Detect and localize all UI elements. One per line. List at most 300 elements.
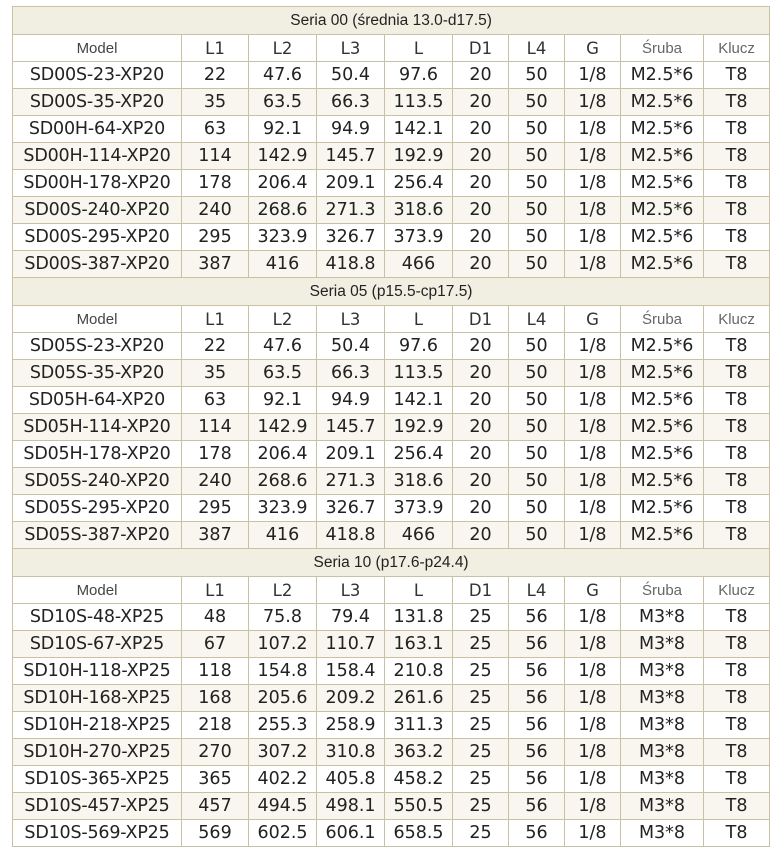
column-header-model: Model bbox=[13, 306, 182, 333]
cell-l: 256.4 bbox=[385, 170, 453, 197]
cell-l1: 35 bbox=[182, 360, 249, 387]
column-header-key: Klucz bbox=[704, 577, 770, 604]
specification-table bbox=[12, 6, 770, 847]
cell-d1: 25 bbox=[453, 739, 509, 766]
table-row bbox=[13, 116, 770, 143]
cell-l1: 218 bbox=[182, 712, 249, 739]
cell-l1: 178 bbox=[182, 170, 249, 197]
table-row bbox=[13, 224, 770, 251]
cell-l1: 365 bbox=[182, 766, 249, 793]
cell-key: T8 bbox=[704, 251, 770, 278]
cell-key: T8 bbox=[704, 197, 770, 224]
cell-d1: 25 bbox=[453, 631, 509, 658]
table-row bbox=[13, 360, 770, 387]
cell-model: SD10S-67-XP25 bbox=[13, 631, 182, 658]
cell-l4: 56 bbox=[509, 766, 565, 793]
cell-model: SD00S-240-XP20 bbox=[13, 197, 182, 224]
table-row bbox=[13, 333, 770, 360]
cell-l: 113.5 bbox=[385, 360, 453, 387]
table-row bbox=[13, 712, 770, 739]
cell-l3: 66.3 bbox=[317, 360, 385, 387]
cell-l3: 326.7 bbox=[317, 224, 385, 251]
cell-l3: 418.8 bbox=[317, 251, 385, 278]
table-row bbox=[13, 820, 770, 847]
cell-l2: 63.5 bbox=[249, 360, 317, 387]
cell-l1: 387 bbox=[182, 522, 249, 549]
cell-d1: 25 bbox=[453, 604, 509, 631]
cell-l3: 66.3 bbox=[317, 89, 385, 116]
cell-l: 261.6 bbox=[385, 685, 453, 712]
cell-l4: 50 bbox=[509, 495, 565, 522]
cell-screw: M2.5*6 bbox=[621, 89, 704, 116]
cell-l: 658.5 bbox=[385, 820, 453, 847]
cell-d1: 25 bbox=[453, 712, 509, 739]
column-header-g: G bbox=[565, 35, 621, 62]
cell-d1: 25 bbox=[453, 685, 509, 712]
cell-l1: 387 bbox=[182, 251, 249, 278]
cell-screw: M2.5*6 bbox=[621, 333, 704, 360]
column-header-l: L bbox=[385, 35, 453, 62]
cell-l4: 50 bbox=[509, 170, 565, 197]
cell-l4: 56 bbox=[509, 658, 565, 685]
table-row bbox=[13, 441, 770, 468]
column-header-screw: Śruba bbox=[621, 577, 704, 604]
cell-l4: 56 bbox=[509, 820, 565, 847]
cell-g: 1/8 bbox=[565, 414, 621, 441]
cell-d1: 25 bbox=[453, 793, 509, 820]
cell-g: 1/8 bbox=[565, 468, 621, 495]
cell-l4: 50 bbox=[509, 251, 565, 278]
cell-d1: 25 bbox=[453, 766, 509, 793]
cell-g: 1/8 bbox=[565, 820, 621, 847]
cell-key: T8 bbox=[704, 495, 770, 522]
cell-key: T8 bbox=[704, 143, 770, 170]
cell-model: SD10H-270-XP25 bbox=[13, 739, 182, 766]
cell-g: 1/8 bbox=[565, 658, 621, 685]
cell-key: T8 bbox=[704, 739, 770, 766]
cell-d1: 20 bbox=[453, 170, 509, 197]
cell-model: SD05H-114-XP20 bbox=[13, 414, 182, 441]
cell-l: 311.3 bbox=[385, 712, 453, 739]
cell-screw: M3*8 bbox=[621, 739, 704, 766]
cell-d1: 20 bbox=[453, 360, 509, 387]
column-header-key: Klucz bbox=[704, 306, 770, 333]
cell-l3: 145.7 bbox=[317, 143, 385, 170]
cell-screw: M3*8 bbox=[621, 820, 704, 847]
column-header-row bbox=[13, 577, 770, 604]
cell-l2: 154.8 bbox=[249, 658, 317, 685]
cell-screw: M3*8 bbox=[621, 631, 704, 658]
cell-model: SD00H-178-XP20 bbox=[13, 170, 182, 197]
column-header-g: G bbox=[565, 306, 621, 333]
cell-model: SD05S-240-XP20 bbox=[13, 468, 182, 495]
cell-d1: 20 bbox=[453, 414, 509, 441]
column-header-l1: L1 bbox=[182, 306, 249, 333]
cell-l: 373.9 bbox=[385, 495, 453, 522]
series-title-row bbox=[13, 278, 770, 306]
table-row bbox=[13, 468, 770, 495]
column-header-d1: D1 bbox=[453, 35, 509, 62]
cell-l1: 35 bbox=[182, 89, 249, 116]
column-header-l1: L1 bbox=[182, 35, 249, 62]
cell-g: 1/8 bbox=[565, 251, 621, 278]
column-header-l: L bbox=[385, 577, 453, 604]
cell-l3: 209.1 bbox=[317, 441, 385, 468]
cell-l3: 209.2 bbox=[317, 685, 385, 712]
cell-l2: 92.1 bbox=[249, 116, 317, 143]
table-row bbox=[13, 197, 770, 224]
cell-model: SD05H-64-XP20 bbox=[13, 387, 182, 414]
cell-screw: M2.5*6 bbox=[621, 522, 704, 549]
table-row bbox=[13, 387, 770, 414]
column-header-l2: L2 bbox=[249, 577, 317, 604]
cell-screw: M2.5*6 bbox=[621, 224, 704, 251]
cell-l3: 326.7 bbox=[317, 495, 385, 522]
column-header-d1: D1 bbox=[453, 577, 509, 604]
cell-l2: 323.9 bbox=[249, 224, 317, 251]
cell-l4: 56 bbox=[509, 685, 565, 712]
cell-l4: 50 bbox=[509, 197, 565, 224]
column-header-l3: L3 bbox=[317, 35, 385, 62]
column-header-l1: L1 bbox=[182, 577, 249, 604]
cell-key: T8 bbox=[704, 604, 770, 631]
column-header-row bbox=[13, 306, 770, 333]
cell-l3: 158.4 bbox=[317, 658, 385, 685]
cell-d1: 20 bbox=[453, 62, 509, 89]
cell-l4: 56 bbox=[509, 631, 565, 658]
cell-l: 97.6 bbox=[385, 333, 453, 360]
cell-l2: 75.8 bbox=[249, 604, 317, 631]
cell-screw: M2.5*6 bbox=[621, 170, 704, 197]
cell-model: SD10S-48-XP25 bbox=[13, 604, 182, 631]
table-row bbox=[13, 631, 770, 658]
cell-l3: 606.1 bbox=[317, 820, 385, 847]
cell-screw: M2.5*6 bbox=[621, 360, 704, 387]
cell-g: 1/8 bbox=[565, 197, 621, 224]
cell-key: T8 bbox=[704, 441, 770, 468]
cell-l4: 50 bbox=[509, 468, 565, 495]
cell-key: T8 bbox=[704, 360, 770, 387]
cell-l: 363.2 bbox=[385, 739, 453, 766]
table-row bbox=[13, 495, 770, 522]
cell-l3: 418.8 bbox=[317, 522, 385, 549]
cell-d1: 20 bbox=[453, 333, 509, 360]
cell-key: T8 bbox=[704, 62, 770, 89]
cell-l1: 67 bbox=[182, 631, 249, 658]
cell-l: 163.1 bbox=[385, 631, 453, 658]
cell-l4: 56 bbox=[509, 793, 565, 820]
series-title: Seria 00 (średnia 13.0-d17.5) bbox=[13, 7, 770, 35]
cell-l4: 50 bbox=[509, 333, 565, 360]
column-header-model: Model bbox=[13, 577, 182, 604]
cell-g: 1/8 bbox=[565, 441, 621, 468]
cell-l2: 142.9 bbox=[249, 414, 317, 441]
cell-g: 1/8 bbox=[565, 766, 621, 793]
table-row bbox=[13, 414, 770, 441]
cell-l1: 295 bbox=[182, 495, 249, 522]
cell-d1: 25 bbox=[453, 658, 509, 685]
cell-l: 131.8 bbox=[385, 604, 453, 631]
column-header-key: Klucz bbox=[704, 35, 770, 62]
cell-l3: 79.4 bbox=[317, 604, 385, 631]
cell-l2: 268.6 bbox=[249, 468, 317, 495]
cell-l3: 271.3 bbox=[317, 468, 385, 495]
cell-l4: 50 bbox=[509, 522, 565, 549]
cell-l3: 310.8 bbox=[317, 739, 385, 766]
cell-l4: 50 bbox=[509, 116, 565, 143]
cell-l2: 92.1 bbox=[249, 387, 317, 414]
cell-d1: 20 bbox=[453, 143, 509, 170]
table-row bbox=[13, 766, 770, 793]
cell-l: 113.5 bbox=[385, 89, 453, 116]
cell-key: T8 bbox=[704, 658, 770, 685]
series-title-row bbox=[13, 7, 770, 35]
cell-l4: 50 bbox=[509, 62, 565, 89]
cell-screw: M2.5*6 bbox=[621, 251, 704, 278]
column-header-l3: L3 bbox=[317, 306, 385, 333]
table-row bbox=[13, 739, 770, 766]
column-header-l2: L2 bbox=[249, 35, 317, 62]
cell-g: 1/8 bbox=[565, 712, 621, 739]
cell-l3: 405.8 bbox=[317, 766, 385, 793]
cell-key: T8 bbox=[704, 631, 770, 658]
cell-l2: 416 bbox=[249, 522, 317, 549]
column-header-g: G bbox=[565, 577, 621, 604]
cell-l4: 50 bbox=[509, 143, 565, 170]
cell-key: T8 bbox=[704, 766, 770, 793]
cell-l: 256.4 bbox=[385, 441, 453, 468]
cell-d1: 20 bbox=[453, 89, 509, 116]
column-header-screw: Śruba bbox=[621, 306, 704, 333]
cell-l3: 50.4 bbox=[317, 62, 385, 89]
cell-l1: 48 bbox=[182, 604, 249, 631]
cell-l1: 168 bbox=[182, 685, 249, 712]
cell-l4: 50 bbox=[509, 414, 565, 441]
cell-l2: 107.2 bbox=[249, 631, 317, 658]
cell-l3: 145.7 bbox=[317, 414, 385, 441]
series-group bbox=[13, 7, 770, 278]
cell-g: 1/8 bbox=[565, 143, 621, 170]
table-row bbox=[13, 793, 770, 820]
table-row bbox=[13, 685, 770, 712]
cell-model: SD00S-387-XP20 bbox=[13, 251, 182, 278]
cell-model: SD10S-457-XP25 bbox=[13, 793, 182, 820]
table-row bbox=[13, 89, 770, 116]
series-title: Seria 05 (p15.5-cp17.5) bbox=[13, 278, 770, 306]
cell-screw: M3*8 bbox=[621, 658, 704, 685]
cell-key: T8 bbox=[704, 333, 770, 360]
cell-l2: 307.2 bbox=[249, 739, 317, 766]
column-header-l3: L3 bbox=[317, 577, 385, 604]
cell-model: SD00H-64-XP20 bbox=[13, 116, 182, 143]
cell-g: 1/8 bbox=[565, 495, 621, 522]
cell-l3: 94.9 bbox=[317, 387, 385, 414]
cell-l2: 416 bbox=[249, 251, 317, 278]
table-row bbox=[13, 604, 770, 631]
cell-l: 97.6 bbox=[385, 62, 453, 89]
cell-l4: 56 bbox=[509, 604, 565, 631]
cell-screw: M2.5*6 bbox=[621, 468, 704, 495]
cell-l4: 50 bbox=[509, 387, 565, 414]
cell-l1: 457 bbox=[182, 793, 249, 820]
cell-l1: 569 bbox=[182, 820, 249, 847]
cell-d1: 20 bbox=[453, 387, 509, 414]
cell-g: 1/8 bbox=[565, 685, 621, 712]
column-header-model: Model bbox=[13, 35, 182, 62]
table-row bbox=[13, 143, 770, 170]
cell-model: SD05S-35-XP20 bbox=[13, 360, 182, 387]
cell-key: T8 bbox=[704, 387, 770, 414]
cell-l2: 402.2 bbox=[249, 766, 317, 793]
column-header-l4: L4 bbox=[509, 306, 565, 333]
cell-l3: 50.4 bbox=[317, 333, 385, 360]
cell-key: T8 bbox=[704, 793, 770, 820]
cell-g: 1/8 bbox=[565, 387, 621, 414]
cell-l2: 142.9 bbox=[249, 143, 317, 170]
cell-l3: 258.9 bbox=[317, 712, 385, 739]
column-header-l4: L4 bbox=[509, 35, 565, 62]
cell-l2: 494.5 bbox=[249, 793, 317, 820]
cell-model: SD10H-168-XP25 bbox=[13, 685, 182, 712]
cell-l2: 47.6 bbox=[249, 333, 317, 360]
cell-model: SD05H-178-XP20 bbox=[13, 441, 182, 468]
cell-screw: M3*8 bbox=[621, 685, 704, 712]
cell-l1: 22 bbox=[182, 62, 249, 89]
cell-model: SD00S-35-XP20 bbox=[13, 89, 182, 116]
cell-l1: 118 bbox=[182, 658, 249, 685]
cell-l1: 114 bbox=[182, 143, 249, 170]
cell-g: 1/8 bbox=[565, 89, 621, 116]
cell-key: T8 bbox=[704, 224, 770, 251]
cell-d1: 20 bbox=[453, 116, 509, 143]
cell-d1: 20 bbox=[453, 224, 509, 251]
table-row bbox=[13, 170, 770, 197]
cell-d1: 20 bbox=[453, 197, 509, 224]
cell-l: 466 bbox=[385, 251, 453, 278]
cell-key: T8 bbox=[704, 414, 770, 441]
cell-l: 318.6 bbox=[385, 468, 453, 495]
cell-g: 1/8 bbox=[565, 170, 621, 197]
cell-model: SD00H-114-XP20 bbox=[13, 143, 182, 170]
cell-l: 458.2 bbox=[385, 766, 453, 793]
cell-model: SD05S-387-XP20 bbox=[13, 522, 182, 549]
cell-l: 373.9 bbox=[385, 224, 453, 251]
cell-screw: M2.5*6 bbox=[621, 197, 704, 224]
cell-g: 1/8 bbox=[565, 739, 621, 766]
cell-key: T8 bbox=[704, 712, 770, 739]
column-header-l4: L4 bbox=[509, 577, 565, 604]
cell-l2: 268.6 bbox=[249, 197, 317, 224]
cell-l4: 56 bbox=[509, 712, 565, 739]
column-header-l2: L2 bbox=[249, 306, 317, 333]
cell-g: 1/8 bbox=[565, 604, 621, 631]
cell-l1: 114 bbox=[182, 414, 249, 441]
cell-g: 1/8 bbox=[565, 522, 621, 549]
cell-l2: 47.6 bbox=[249, 62, 317, 89]
cell-screw: M2.5*6 bbox=[621, 387, 704, 414]
cell-l1: 22 bbox=[182, 333, 249, 360]
cell-g: 1/8 bbox=[565, 116, 621, 143]
cell-screw: M2.5*6 bbox=[621, 414, 704, 441]
cell-l2: 206.4 bbox=[249, 170, 317, 197]
cell-screw: M2.5*6 bbox=[621, 62, 704, 89]
cell-g: 1/8 bbox=[565, 62, 621, 89]
table-row bbox=[13, 62, 770, 89]
cell-l4: 50 bbox=[509, 89, 565, 116]
series-title: Seria 10 (p17.6-p24.4) bbox=[13, 549, 770, 577]
series-group bbox=[13, 278, 770, 549]
cell-l3: 110.7 bbox=[317, 631, 385, 658]
spec-table-container bbox=[12, 6, 769, 847]
cell-l: 550.5 bbox=[385, 793, 453, 820]
cell-key: T8 bbox=[704, 89, 770, 116]
cell-l: 318.6 bbox=[385, 197, 453, 224]
cell-d1: 20 bbox=[453, 251, 509, 278]
table-row bbox=[13, 658, 770, 685]
cell-screw: M2.5*6 bbox=[621, 143, 704, 170]
cell-model: SD10H-118-XP25 bbox=[13, 658, 182, 685]
cell-g: 1/8 bbox=[565, 631, 621, 658]
cell-screw: M3*8 bbox=[621, 793, 704, 820]
cell-g: 1/8 bbox=[565, 224, 621, 251]
column-header-row bbox=[13, 35, 770, 62]
cell-screw: M2.5*6 bbox=[621, 495, 704, 522]
cell-d1: 20 bbox=[453, 468, 509, 495]
cell-model: SD00S-295-XP20 bbox=[13, 224, 182, 251]
cell-model: SD05S-23-XP20 bbox=[13, 333, 182, 360]
cell-l1: 240 bbox=[182, 197, 249, 224]
cell-l3: 209.1 bbox=[317, 170, 385, 197]
cell-l: 192.9 bbox=[385, 143, 453, 170]
cell-screw: M3*8 bbox=[621, 712, 704, 739]
cell-key: T8 bbox=[704, 522, 770, 549]
cell-l2: 63.5 bbox=[249, 89, 317, 116]
cell-screw: M3*8 bbox=[621, 604, 704, 631]
cell-l4: 50 bbox=[509, 441, 565, 468]
cell-l1: 295 bbox=[182, 224, 249, 251]
cell-l2: 255.3 bbox=[249, 712, 317, 739]
series-group bbox=[13, 549, 770, 847]
cell-model: SD10H-218-XP25 bbox=[13, 712, 182, 739]
cell-l2: 205.6 bbox=[249, 685, 317, 712]
cell-screw: M2.5*6 bbox=[621, 441, 704, 468]
cell-l1: 178 bbox=[182, 441, 249, 468]
cell-key: T8 bbox=[704, 116, 770, 143]
cell-g: 1/8 bbox=[565, 333, 621, 360]
cell-l4: 56 bbox=[509, 739, 565, 766]
cell-d1: 20 bbox=[453, 522, 509, 549]
cell-l2: 206.4 bbox=[249, 441, 317, 468]
cell-l: 142.1 bbox=[385, 116, 453, 143]
cell-l3: 271.3 bbox=[317, 197, 385, 224]
cell-model: SD00S-23-XP20 bbox=[13, 62, 182, 89]
cell-l2: 323.9 bbox=[249, 495, 317, 522]
column-header-l: L bbox=[385, 306, 453, 333]
cell-l: 210.8 bbox=[385, 658, 453, 685]
cell-key: T8 bbox=[704, 170, 770, 197]
cell-l: 142.1 bbox=[385, 387, 453, 414]
cell-l2: 602.5 bbox=[249, 820, 317, 847]
column-header-d1: D1 bbox=[453, 306, 509, 333]
cell-d1: 20 bbox=[453, 495, 509, 522]
cell-l4: 50 bbox=[509, 360, 565, 387]
table-row bbox=[13, 251, 770, 278]
cell-model: SD10S-569-XP25 bbox=[13, 820, 182, 847]
cell-d1: 20 bbox=[453, 441, 509, 468]
cell-g: 1/8 bbox=[565, 793, 621, 820]
cell-screw: M2.5*6 bbox=[621, 116, 704, 143]
cell-l3: 498.1 bbox=[317, 793, 385, 820]
